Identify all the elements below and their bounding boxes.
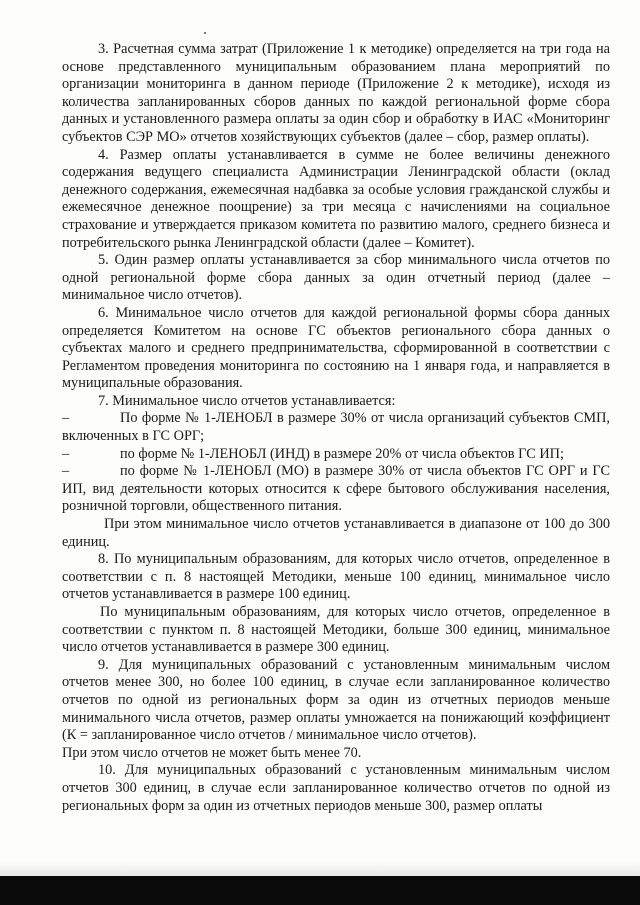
list-dash: – [62, 410, 70, 427]
list-item-text: По форме № 1-ЛЕНОБЛ в размере 30% от числа организаций субъектов СМП, включенных в ГС ОРГ; [62, 410, 610, 445]
list-item-text: по форме № 1-ЛЕНОБЛ (ИНД) в размере 20% от числа объектов ГС ИП; [120, 445, 564, 462]
list-dash: – [62, 463, 70, 480]
paragraph-3: 3. Расчетная сумма затрат (Приложение 1 к методике) определяется на три года на основе представленного муниципальным образованием плана мероприятий по организации мониторинга в данном периоде (Приложение 2 к методике), исходя из количества запланированных сборов данных по каждой региональной форме сбора данных и установленного размера оплаты за один сбор и обработку в ИАС «Мониторинг субъектов СЭР МО» отчетов хозяйствующих субъектов (далее – сбор, размер оплаты). [62, 41, 610, 145]
paragraph-6: 6. Минимальное число отчетов для каждой региональной формы сбора данных определяется Комитетом на основе ГС объектов регионального сбора данных о субъектах малого и среднего предпринимательства, сформированной в соответствии с Регламентом проведения мониторинга по состоянию на 1 января года, и направляется в муниципальные образования. [62, 304, 610, 392]
paragraph-7: 7. Минимальное число отчетов устанавливается: [98, 392, 396, 409]
paragraph-9-b: При этом число отчетов не может быть менее 70. [62, 744, 362, 761]
list-item-form-ind [62, 446, 610, 464]
scan-bottom-shadow [0, 862, 640, 876]
paragraph-8: 8. По муниципальным образованиям, для которых число отчетов, определенное в соответствии с п. 8 настоящей Методики, меньше 100 единиц, минимальное число отчетов устанавливается в размере 100 единиц. [62, 551, 610, 603]
document-body [62, 41, 610, 815]
paragraph-8-b: По муниципальным образованиям, для которых число отчетов, определенное в соответствии с пунктом п. 8 настоящей Методики, больше 300 единиц, минимальное число отчетов устанавливается в размере 300 единиц. [62, 604, 610, 656]
list-item-form-mo [62, 463, 610, 516]
paragraph-4: 4. Размер оплаты устанавливается в сумме не более величины денежного содержания ведущего специалиста Администрации Ленинградской области (оклад денежного содержания, ежемесячная надбавка за особые условия гражданской службы и ежемесячное денежное поощрение) за три месяца с начислениями на социальное страхование и утверждается приказом комитета по развитию малого, среднего бизнеса и потребительского рынка Ленинградской области (далее – Комитет). [62, 146, 610, 251]
list-item-form-1 [62, 410, 610, 445]
paragraph-10: 10. Для муниципальных образований с установленным минимальным числом отчетов 300 единиц, в случае если запланированное количество отчетов по одной из региональных форм за один из отчетных периодов меньше 300, размер оплаты [62, 762, 610, 814]
paragraph-5: 5. Один размер оплаты устанавливается за сбор минимального числа отчетов по одной региональной форме сбора данных за один отчетный период (далее – минимальное число отчетов). [62, 252, 610, 304]
scan-speck [204, 32, 206, 34]
paragraph-7-note: При этом минимальное число отчетов устанавливается в диапазоне от 100 до 300 единиц. [62, 516, 610, 550]
list-dash: – [62, 445, 70, 462]
list-item-text: по форме № 1-ЛЕНОБЛ (МО) в размере 30% от числа объектов ГС ОРГ и ГС ИП, вид деятельности которых относится к сфере бытового обслуживания населения, розничной торговли, общественного питания. [62, 463, 610, 515]
scan-bottom-border [0, 876, 640, 905]
paragraph-9: 9. Для муниципальных образований с установленным минимальным числом отчетов менее 300, но более 100 единиц, в случае если запланированное количество отчетов по одной из региональных форм за один из отчетных периодов меньше минимального числа отчетов, размер оплаты умножается на понижающий коэффициент (К = запланированное число отчетов / минимальное число отчетов). [62, 656, 610, 744]
